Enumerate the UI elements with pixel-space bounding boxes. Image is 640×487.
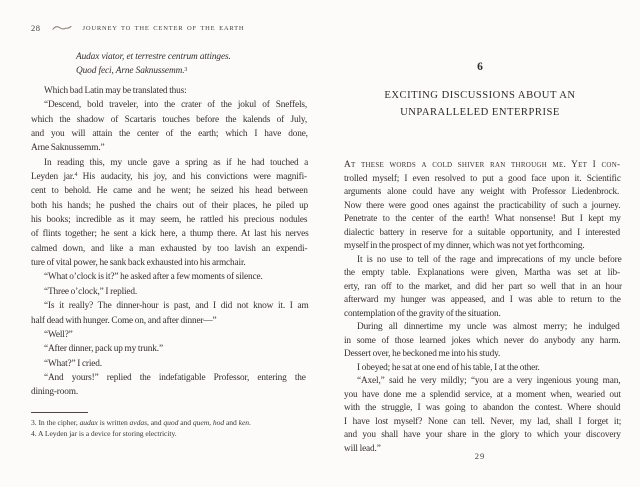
- text-line: trolled myself; I even resolved to put a good face upon it. Scientific: [344, 173, 621, 184]
- text-line: “What o’clock is it?” he asked after a few moments of silence.: [44, 272, 263, 283]
- text-line: will lead.”: [344, 443, 381, 454]
- text-line: I obeyed; he sat at one end of his table, I at the other.: [357, 362, 540, 373]
- text-line: Arne Saknussemm.”: [31, 143, 105, 154]
- text-line: “And yours!” replied the indefatigable Professor, entering the: [44, 372, 306, 383]
- chapter-title-line-1: EXCITING DISCUSSIONS ABOUT AN: [384, 90, 576, 101]
- chapter-number: 6: [477, 61, 483, 73]
- text-line: At these words a cold shiver ran through me. Yet I con-: [344, 160, 621, 170]
- footnote-rule: [31, 412, 88, 413]
- text-line: and you shall have your share in the glory to which your discovery: [344, 430, 621, 440]
- text-line: 4. A Leyden jar is a device for storing electricity.: [31, 429, 177, 439]
- text-line: calmed down, and like a man exhausted by too lavish an expendi-: [31, 243, 308, 254]
- text-line: contemplation of the gravity of the situation.: [344, 308, 501, 319]
- left-body-text: [31, 84, 309, 400]
- text-line: half dead with hunger. Come on, and after dinner—”: [31, 315, 217, 326]
- epigraph: [76, 50, 296, 78]
- text-line: Penetrate to the center of the earth! What nonsense! But I kept my: [344, 214, 621, 224]
- text-line: you have done me a splendid service, at a moment when, wearied out: [344, 389, 621, 400]
- text-line: Audax viator, et terrestre centrum attinges.: [76, 52, 231, 62]
- running-head-title: JOURNEY TO THE CENTER OF THE EARTH: [82, 24, 245, 32]
- text-line: “Well?”: [44, 329, 73, 340]
- text-line: “What?” I cried.: [44, 358, 102, 369]
- text-line: which the shadow of Scartaris touches before the kalends of July,: [31, 114, 308, 125]
- text-line: with the struggle, I was going to abandon the contest. Where should: [344, 403, 621, 413]
- text-line: afterward my hunger was appeased, and I was able to return to the: [344, 295, 621, 305]
- text-line: “Descend, bold traveler, into the crater of the jokul of Sneffels,: [44, 100, 308, 111]
- swash-flourish-icon: [52, 24, 72, 32]
- chapter-title: [344, 87, 616, 121]
- page-number-left: 28: [31, 23, 41, 33]
- text-line: erty, ran off to the market, and did her part so well that in an hour: [344, 281, 622, 292]
- text-line: “Axel,” said he very mildly; “you are a very ingenious young man,: [357, 376, 621, 386]
- text-line: dialectic battery in reserve for a suitable opportunity, and I interested: [344, 227, 621, 238]
- text-line: the empty table. Explanations were given, Martha was set at lib-: [344, 268, 620, 278]
- text-line: Which bad Latin may be translated thus:: [44, 86, 187, 96]
- chapter-title-line-2: UNPARALLELED ENTERPRISE: [400, 107, 560, 118]
- text-line: of flints together; he sent a kick here, a thump there. At last his nerves: [31, 229, 309, 240]
- text-line: “Three o’clock,” I replied.: [44, 286, 138, 297]
- right-body-text: [344, 159, 622, 470]
- text-line: ture of vital power, he sank back exhausted into his armchair.: [31, 258, 246, 269]
- text-line: It is no use to tell of the rage and imprecations of my uncle before: [357, 254, 622, 265]
- text-line: 3. In the cipher, audax is written avdas, and quod and quem, hod and ken.: [31, 418, 251, 427]
- text-line: During all dinnertime my uncle was almost merry; he indulged: [357, 322, 620, 332]
- text-line: in some of those learned jokes which never do anybody any harm.: [344, 335, 621, 346]
- text-line: myself in the prospect of my dinner, which was not yet forthcoming.: [344, 241, 585, 251]
- text-line: both his hands; he pushed the chairs out of their places, he piled up: [31, 200, 309, 211]
- text-line: Quod feci, Arne Saknussemm.$^3$: [76, 66, 188, 77]
- text-line: Dessert over, he beckoned me into his study.: [344, 349, 501, 359]
- text-line: dining-room.: [31, 387, 79, 398]
- text-line: I have lost myself? None can tell. Never, my lad, shall I forget it;: [344, 416, 622, 427]
- text-line: his books; incredible as it may seem, he rattled his precious nodules: [31, 215, 308, 226]
- text-line: In reading this, my uncle gave a spring as if he had touched a: [44, 157, 309, 168]
- footnotes: [31, 417, 311, 439]
- page-number-right: 29: [474, 451, 486, 461]
- text-line: “Is it really? The dinner-hour is past, and I did not know it. I am: [44, 301, 309, 312]
- running-header: [31, 23, 303, 33]
- text-line: cent to behold. He came and he went; he seized his head between: [31, 186, 308, 197]
- text-line: arguments alone could have any weight with Professor Liedenbrock.: [344, 187, 620, 197]
- text-line: Now there were good ones against the practicability of such a journey.: [344, 200, 621, 211]
- text-line: “After dinner, pack up my trunk.”: [44, 344, 163, 355]
- text-line: Leyden jar.$^4$ His audacity, his joy, and his convictions were magnifi-: [31, 172, 307, 183]
- text-line: and you will attain the center of the earth; which I have done,: [31, 129, 308, 140]
